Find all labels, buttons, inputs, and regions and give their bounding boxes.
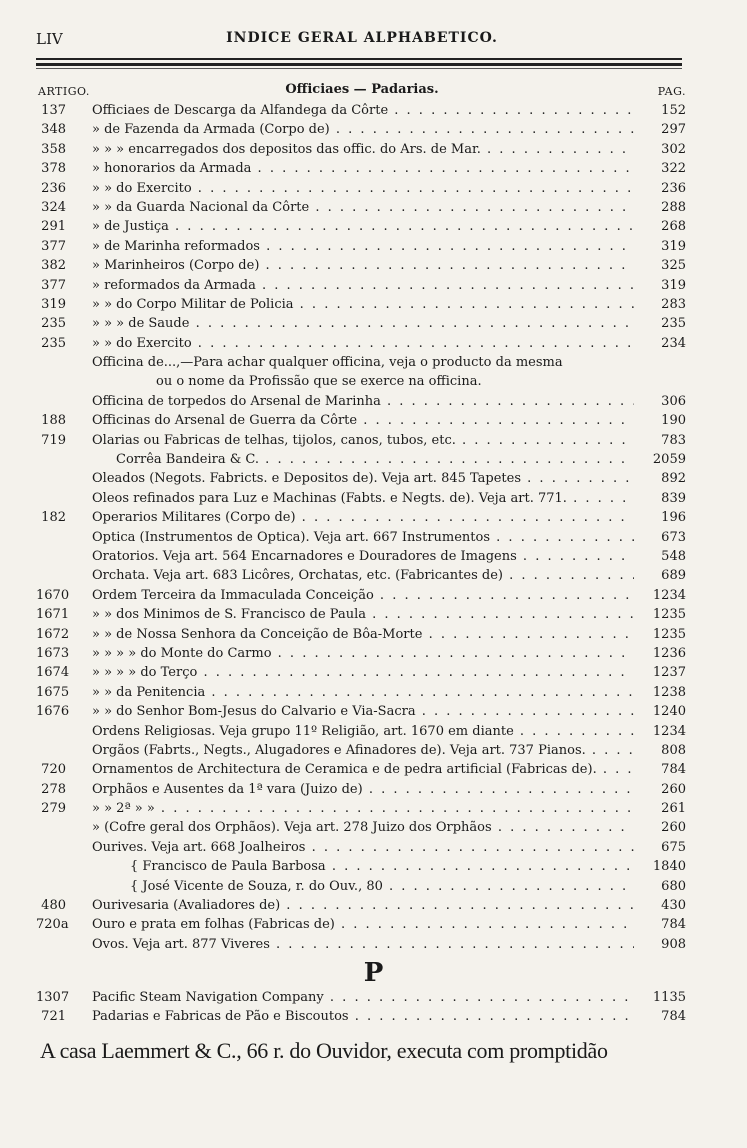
article-number: 720	[41, 762, 66, 778]
article-number: 720a	[36, 917, 69, 933]
page-reference: 430	[661, 898, 686, 914]
page-reference: 1235	[652, 626, 686, 642]
page-reference: 689	[661, 568, 686, 584]
article-number: 235	[41, 335, 66, 351]
index-entry	[36, 101, 686, 120]
article-number: 382	[41, 258, 66, 274]
page-reference: 302	[661, 141, 686, 157]
header-rule	[36, 68, 682, 69]
article-number: 1673	[36, 645, 70, 661]
index-entry	[36, 489, 686, 508]
index-entry	[36, 334, 686, 353]
page-reference: 234	[661, 335, 686, 351]
entry-text: » reformados da Armada . . .	[92, 276, 634, 295]
entry-text: { Francisco de Paula Barbosa . . .	[130, 857, 634, 876]
index-entry	[36, 547, 686, 566]
article-number: 1676	[36, 704, 70, 720]
index-entries	[36, 101, 686, 954]
index-entry	[36, 159, 686, 178]
article-number: 324	[41, 199, 66, 215]
page-reference: 784	[661, 917, 686, 933]
article-number: 480	[41, 898, 66, 914]
entry-text: Corrêa Bandeira & C. . . .	[116, 450, 634, 469]
entry-text: Orgãos (Fabrts., Negts., Alugadores e Afinadores de). Veja art. 737 Pianos. . . .	[92, 741, 634, 760]
page-reference: 908	[661, 936, 686, 952]
entry-text: Ordem Terceira da Immaculada Conceição . . .	[92, 586, 634, 605]
page-reference: 673	[661, 529, 686, 545]
page-reference: 319	[661, 238, 686, 254]
article-number: 278	[41, 781, 66, 797]
index-entry	[36, 353, 686, 392]
index-entries-p	[36, 988, 686, 1027]
article-number: 377	[41, 277, 66, 293]
entry-text: Olarias ou Fabricas de telhas, tijolos, canos, tubos, etc. . . .	[92, 431, 634, 450]
column-header-article: ARTIGO.	[38, 85, 90, 98]
index-entry	[36, 217, 686, 236]
index-entry	[36, 857, 686, 876]
article-number: 1670	[36, 587, 70, 603]
index-entry	[36, 1007, 686, 1026]
article-number: 348	[41, 122, 66, 138]
entry-text: » honorarios da Armada . . .	[92, 159, 634, 178]
index-entry	[36, 741, 686, 760]
entry-text: Ovos. Veja art. 877 Viveres . . .	[92, 935, 634, 954]
column-header-range: Officiaes — Padarias.	[285, 82, 439, 97]
entry-text: Operarios Militares (Corpo de) . . .	[92, 508, 634, 527]
article-number: 358	[41, 141, 66, 157]
index-entry	[36, 179, 686, 198]
page-reference: 1840	[652, 859, 686, 875]
column-headers	[38, 82, 686, 100]
article-number: 188	[41, 413, 66, 429]
index-entry	[36, 198, 686, 217]
index-entry	[36, 780, 686, 799]
entry-text: Orphãos e Ausentes da 1ª vara (Juizo de) . . .	[92, 780, 634, 799]
page-reference: 325	[661, 258, 686, 274]
article-number: 279	[41, 801, 66, 817]
page-reference: 297	[661, 122, 686, 138]
page-reference: 322	[661, 161, 686, 177]
page-reference: 808	[661, 742, 686, 758]
index-entry	[36, 799, 686, 818]
page-reference: 548	[661, 549, 686, 564]
entry-text: » » » encarregados dos depositos das offic. do Ars. de Mar. . . .	[92, 140, 634, 159]
index-entry	[36, 722, 686, 741]
index-entry	[36, 566, 686, 585]
entry-text: » » do Corpo Militar de Policia . . .	[92, 295, 634, 314]
index-entry	[36, 896, 686, 915]
entry-text: » » do Exercito . . .	[92, 179, 634, 198]
entry-text: Ordens Religiosas. Veja grupo 11º Religião, art. 1670 em diante . . .	[92, 722, 634, 741]
entry-text: Ourives. Veja art. 668 Joalheiros . . .	[92, 838, 634, 857]
article-number: 719	[41, 432, 66, 448]
article-number: 236	[41, 180, 66, 196]
article-number: 377	[41, 238, 66, 254]
page-reference: 1234	[652, 587, 686, 603]
column-header-page: PAG.	[657, 85, 686, 98]
page-reference: 892	[661, 471, 686, 487]
page-reference: 190	[661, 413, 686, 429]
index-entry	[36, 988, 686, 1007]
entry-text: » de Justiça . . .	[92, 217, 634, 236]
index-entry	[36, 838, 686, 857]
index-entry	[36, 586, 686, 605]
page-reference: 1236	[652, 645, 686, 661]
page-header	[36, 30, 688, 56]
page-reference: 1234	[652, 723, 686, 739]
page-reference: 784	[661, 1009, 686, 1025]
index-entry	[36, 702, 686, 721]
entry-text: Officina de...,—Para achar qualquer officina, veja o producto da mesma	[92, 355, 563, 371]
page-reference: 1238	[652, 684, 686, 700]
entry-text: Oratorios. Veja art. 564 Encarnadores e Douradores de Imagens . . .	[92, 547, 634, 566]
index-entry	[36, 663, 686, 682]
entry-text: » de Marinha reformados . . .	[92, 237, 634, 256]
entry-text: Orchata. Veja art. 683 Licôres, Orchatas, etc. (Fabricantes de) . . .	[92, 566, 634, 585]
entry-text-continued: ou o nome da Profissão que se exerce na officina.	[156, 374, 482, 390]
index-entry	[36, 644, 686, 663]
index-entry	[36, 683, 686, 702]
index-entry	[36, 605, 686, 624]
entry-text: » » » » do Terço . . .	[92, 663, 634, 682]
index-entry	[36, 431, 686, 450]
article-number: 378	[41, 161, 66, 177]
entry-text: » » » » do Monte do Carmo . . .	[92, 644, 634, 663]
entry-text: » » da Guarda Nacional da Côrte . . .	[92, 198, 634, 217]
page-reference: 260	[661, 820, 686, 836]
index-entry	[36, 450, 686, 469]
entry-text: Optica (Instrumentos de Optica). Veja art. 667 Instrumentos . . .	[92, 528, 634, 547]
index-entry	[36, 625, 686, 644]
index-entry	[36, 528, 686, 547]
index-entry	[36, 915, 686, 934]
index-entry	[36, 877, 686, 896]
index-entry	[36, 256, 686, 275]
header-rule	[36, 63, 682, 66]
page-reference: 235	[661, 316, 686, 332]
entry-text: » » da Penitencia . . .	[92, 683, 634, 702]
page-reference: 268	[661, 219, 686, 235]
article-number: 1675	[36, 684, 70, 700]
article-number: 721	[41, 1009, 66, 1025]
page-reference: 306	[661, 393, 686, 409]
entry-text: Padarias e Fabricas de Pão e Biscoutos . . .	[92, 1007, 634, 1026]
entry-text: » Marinheiros (Corpo de) . . .	[92, 256, 634, 275]
index-entry	[36, 276, 686, 295]
entry-text: » » » de Saude . . .	[92, 314, 634, 333]
entry-text: Pacific Steam Navigation Company . . .	[92, 988, 634, 1007]
page-reference: 1235	[652, 607, 686, 623]
index-entry	[36, 818, 686, 837]
page-title: INDICE GERAL ALPHABETICO.	[226, 30, 498, 46]
entry-text: Officinas do Arsenal de Guerra da Côrte . . .	[92, 411, 634, 430]
page-reference: 236	[661, 180, 686, 196]
article-number: 1674	[36, 665, 70, 681]
page-reference: 2059	[652, 452, 686, 468]
page-reference: 1135	[652, 990, 686, 1005]
entry-text: Officina de torpedos do Arsenal de Marinha . . .	[92, 392, 634, 411]
entry-text: Oleos refinados para Luz e Machinas (Fabts. e Negts. de). Veja art. 771. . . .	[92, 489, 634, 508]
page-reference: 283	[661, 296, 686, 312]
index-entry	[36, 411, 686, 430]
index-entry	[36, 140, 686, 159]
entry-text: » » do Exercito . . .	[92, 334, 634, 353]
page-reference: 1237	[652, 665, 686, 681]
article-number: 291	[41, 219, 66, 235]
entry-text: » » 2ª » » . . .	[92, 799, 634, 818]
index-entry	[36, 295, 686, 314]
page-reference: 783	[661, 432, 686, 448]
article-number: 319	[41, 296, 66, 312]
article-number: 235	[41, 316, 66, 332]
page-reference: 675	[661, 839, 686, 855]
index-entry	[36, 508, 686, 527]
article-number: 1307	[36, 990, 70, 1005]
index-entry	[36, 935, 686, 954]
entry-text: { José Vicente de Souza, r. do Ouv., 80 . . .	[130, 877, 634, 896]
advertisement-footer: A casa Laemmert & C., 66 r. do Ouvidor, executa com promptidão	[40, 1038, 608, 1063]
entry-text: » » dos Minimos de S. Francisco de Paula . . .	[92, 605, 634, 624]
header-rule	[36, 58, 682, 60]
page-reference: 260	[661, 781, 686, 797]
article-number: 1672	[36, 626, 70, 642]
section-letter: P	[363, 958, 384, 988]
index-entry	[36, 120, 686, 139]
index-entry	[36, 760, 686, 779]
page-reference: 319	[661, 277, 686, 293]
page-reference: 288	[661, 199, 686, 215]
page-reference: 839	[661, 490, 686, 506]
entry-text: Oleados (Negots. Fabricts. e Depositos de). Veja art. 845 Tapetes . . .	[92, 469, 634, 488]
article-number: 137	[41, 103, 66, 118]
index-entry	[36, 237, 686, 256]
entry-text: » » de Nossa Senhora da Conceição de Bôa-Morte . . .	[92, 625, 634, 644]
page-reference: 196	[661, 510, 686, 526]
index-entry	[36, 469, 686, 488]
article-number: 182	[41, 510, 66, 526]
index-entry	[36, 392, 686, 411]
entry-text: Ouro e prata em folhas (Fabricas de) . . .	[92, 915, 634, 934]
page-reference: 261	[661, 801, 686, 817]
entry-text: Ourivesaria (Avaliadores de) . . .	[92, 896, 634, 915]
entry-text: Officiaes de Descarga da Alfandega da Côrte . . .	[92, 101, 634, 120]
index-entry	[36, 314, 686, 333]
page-reference: 680	[661, 878, 686, 894]
entry-text: » » do Senhor Bom-Jesus do Calvario e Via-Sacra . . .	[92, 702, 634, 721]
article-number: 1671	[36, 607, 70, 623]
entry-text: Ornamentos de Architectura de Ceramica e de pedra artificial (Fabricas de). . . .	[92, 760, 634, 779]
entry-text: » (Cofre geral dos Orphãos). Veja art. 278 Juizo dos Orphãos . . .	[92, 818, 634, 837]
page-reference: 784	[661, 762, 686, 778]
page-reference: 152	[661, 103, 686, 118]
page-reference: 1240	[652, 704, 686, 720]
page-number: LIV	[36, 30, 63, 48]
entry-text: » de Fazenda da Armada (Corpo de) . . .	[92, 120, 634, 139]
